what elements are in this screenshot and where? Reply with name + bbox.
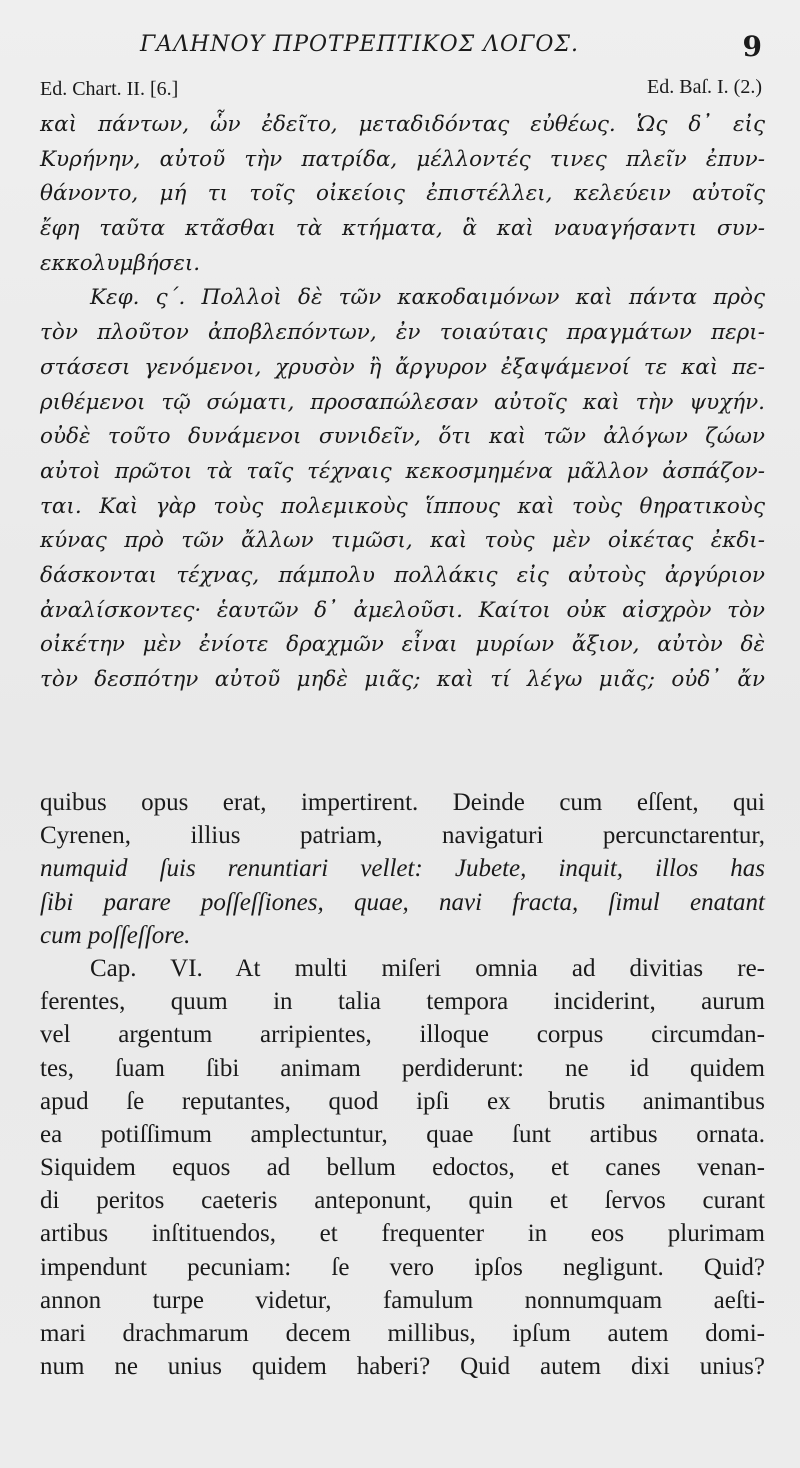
latin-line: Siquidem equos ad bellum edoctos, et canes venan- [40, 1154, 765, 1182]
latin-line: numquid ſuis renuntiari vellet: Jubete, inquit, illos has [40, 855, 765, 883]
latin-line: quibus opus erat, impertirent. Deinde cum eſſent, qui [40, 789, 765, 816]
latin-line: ſibi parare poſſeſſiones, quae, navi fracta, ſimul enatant [40, 888, 765, 916]
greek-line: ἀναλίσκοντες· ἑαυτῶν δ᾽ ἀμελοῦσι. Καίτοι οὐκ αἰσχρὸν τὸν [40, 597, 765, 623]
greek-line: κύνας πρὸ τῶν ἄλλων τιμῶσι, καὶ τοὺς μὲν οἰκέτας ἐκδι- [40, 528, 765, 554]
latin-line: di peritos caeteris anteponunt, quin et ſervos curant [40, 1187, 765, 1215]
greek-line: Κεφ. ς΄. Πολλοὶ δὲ τῶν κακοδαιμόνων καὶ πάντα πρὸς [90, 285, 765, 311]
greek-line: ται. Καὶ γὰρ τοὺς πολεμικοὺς ἵππους καὶ τοὺς θηρατικοὺς [40, 493, 765, 519]
edition-reference-left: Ed. Chart. II. [6.] [40, 78, 179, 100]
latin-line: impendunt pecuniam: ſe vero ipſos negligunt. Quid? [40, 1253, 765, 1281]
running-title: ΓΑΛΗΝΟΥ ΠΡΟΤΡΕΠΤΙΚΟΣ ΛΟΓΟΣ. [140, 32, 579, 57]
greek-line: εκκολυμβήσει. [40, 250, 201, 276]
page-header [0, 30, 800, 70]
latin-line: ferentes, quum in talia tempora inciderint, aurum [40, 988, 765, 1016]
latin-line: num ne unius quidem haberi? Quid autem dixi unius? [40, 1353, 765, 1381]
latin-line: Cyrenen, illius patriam, navigaturi percunctarentur, [40, 822, 765, 850]
greek-line: Κυρήνην, αὐτοῦ τὴν πατρίδα, μέλλοντές τινες πλεῖν ἐπυν- [40, 146, 765, 172]
latin-line: annon turpe videtur, famulum nonnumquam aeſti- [40, 1286, 765, 1314]
greek-line: οἰκέτην μὲν ἐνίοτε δραχμῶν εἶναι μυρίων ἄξιον, αὐτὸν δὲ [40, 632, 765, 658]
greek-line: τὸν πλοῦτον ἀποβλεπόντων, ἐν τοιαύταις πραγμάτων περι- [40, 320, 765, 346]
greek-line: τὸν δεσπότην αὐτοῦ μηδὲ μιᾶς; καὶ τί λέγω μιᾶς; οὐδ᾽ ἄν [40, 667, 765, 692]
greek-line: δάσκονται τέχνας, πάμπολυ πολλάκις εἰς αὐτοὺς ἀργύριον [40, 562, 765, 588]
latin-line: vel argentum arripientes, illoque corpus circumdan- [40, 1021, 765, 1049]
greek-line: οὐδὲ τοῦτο δυνάμενοι συνιδεῖν, ὅτι καὶ τῶν ἀλόγων ζώων [40, 424, 765, 450]
latin-line: mari drachmarum decem millibus, ipſum autem domi- [40, 1320, 765, 1347]
page-number: 9 [742, 30, 762, 63]
latin-line: tes, ſuam ſibi animam perdiderunt: ne id quidem [40, 1054, 765, 1082]
edition-reference-right: Ed. Baſ. I. (2.) [647, 76, 762, 98]
greek-line: καὶ πάντων, ὧν ἐδεῖτο, μεταδιδόντας εὐθέως. Ὡς δ᾽ εἰς [40, 112, 765, 137]
latin-line: cum poſſeſſore. [40, 921, 191, 949]
greek-line: αὐτοὶ πρῶτοι τὰ ταῖς τέχναις κεκοσμημένα μᾶλλον ἀσπάζον- [40, 458, 765, 484]
greek-text-block [40, 108, 765, 698]
latin-line: Cap. VI. At multi miſeri omnia ad divitias re- [90, 954, 765, 982]
greek-line: ριθέμενοι τῷ σώματι, προσαπώλεσαν αὐτοῖς καὶ τὴν ψυχήν. [40, 389, 765, 415]
greek-line: θάνοντο, μή τι τοῖς οἰκείοις ἐπιστέλλει, κελεύειν αὐτοῖς [40, 181, 765, 207]
latin-line: artibus inſtituendos, et frequenter in eos plurimam [40, 1220, 765, 1248]
latin-line: ea potiſſimum amplectuntur, quae ſunt artibus ornata. [40, 1120, 765, 1148]
greek-line: ἔφη ταῦτα κτᾶσθαι τὰ κτήματα, ἃ καὶ ναυαγήσαντι συν- [40, 216, 765, 242]
latin-line: apud ſe reputantes, quod ipſi ex brutis animantibus [40, 1087, 765, 1115]
latin-text-block [40, 786, 765, 1383]
greek-line: στάσεσι γενόμενοι, χρυσὸν ἢ ἄργυρον ἐξαψάμενοί τε καὶ πε- [40, 354, 765, 380]
